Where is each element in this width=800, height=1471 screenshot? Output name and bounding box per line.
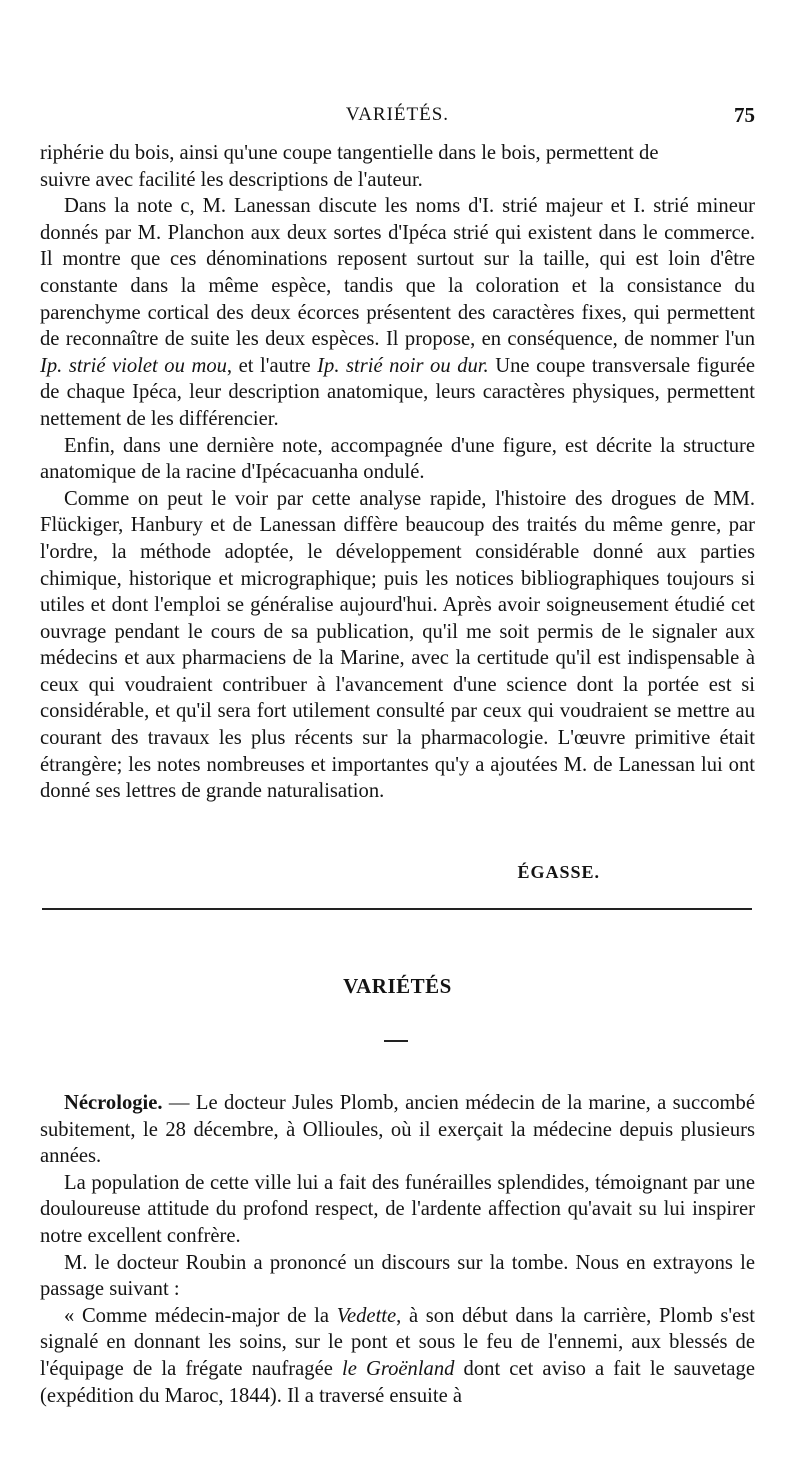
paragraph-continued-line1: riphérie du bois, ainsi qu'une coupe tangentielle dans le bois, permettent de — [40, 142, 659, 164]
necrology-text-body: — Le docteur Jules Plomb, ancien médecin de la marine, a succombé subitement, le 28 décembre, à Ollioules, où il exerçait la médecine depuis plusieurs années. — [40, 1092, 755, 1168]
section-heading: VARIÉTÉS — [343, 974, 452, 998]
paragraph-note-c-text-2: , et l'autre — [226, 354, 318, 377]
paragraph-note-c-text: Dans la note c, M. Lanessan discute les noms d'I. strié majeur et I. strié mineur donnés par M. Planchon aux deux sortes d'Ipéca strié qui existent dans le commerce. Il montre que ces dénominations reposent surtout sur la taille, qui est loin d'être constante dans la même espèce, tandis que la coloration et la consistance du parenchyme cortical des deux écorces présentent des caractères fixes, qui permettent de reconnaître de suite les deux espèces. Il propose, en conséquence, de nommer l'un — [40, 195, 755, 351]
ship-name-groenland: le Groënland — [341, 1357, 455, 1380]
species-name-violet: Ip. strié violet ou mou — [40, 354, 227, 377]
quote-text: « Comme médecin-major de la — [64, 1304, 337, 1327]
necrology-text — [40, 1090, 755, 1409]
paragraph-necrology — [40, 1090, 755, 1170]
paragraph-speech: M. le docteur Roubin a prononcé un discours sur la tombe. Nous en extrayons le passage suivant : — [40, 1251, 755, 1301]
heading-dash — [384, 1040, 408, 1042]
paragraph-note-c-text-3: Une coupe transversale figurée de chaque Ipéca, leur description anatomique, leurs caractères physiques, permettent nettement de les différencier. — [40, 354, 756, 430]
running-title: VARIÉTÉS. — [345, 104, 450, 125]
page-number: 75 — [734, 103, 755, 127]
section-divider — [42, 908, 752, 910]
paragraph-conclusion: Comme on peut le voir par cette analyse rapide, l'histoire des drogues de MM. Flückiger, Hanbury et de Lanessan diffère beaucoup des traités du même genre, par l'ordre, la méthode adoptée, le développement considérable donné aux parties chimique, historique et micrographique; puis les notices bibliographiques toujours si utiles et dont l'emploi se généralise aujourd'hui. Après avoir soigneusement étudié cet ouvrage pendant le cours de sa publication, qu'il me soit permis de le signaler aux médecins et aux pharmaciens de la Marine, avec la certitude qu'il est indispensable à ceux qui voudraient contribuer à l'avancement d'une science dont la portée est si considérable, et qu'il sera fort utilement consulté par ceux qui voudraient se mettre au courant des travaux les plus récents sur la pharmacologie. L'œuvre primitive était étrangère; les notes nombreuses et importantes qu'y a ajoutées M. de Lanessan lui ont donné ses lettres de grande naturalisation. — [40, 487, 755, 803]
review-text — [40, 140, 755, 805]
quote-text-3: dont cet aviso a fait le sauvetage (expédition du Maroc, 1844). Il a traversé ensuite à — [40, 1357, 755, 1407]
paragraph-continued-line2: suivre avec facilité les descriptions de l'auteur. — [40, 168, 423, 191]
author-signature: ÉGASSE. — [517, 862, 600, 882]
paragraph-funeral: La population de cette ville lui a fait des funérailles splendides, témoignant par une douloureuse attitude du profond respect, de l'ardente affection qu'avait su lui inspirer notre excellent confrère. — [40, 1171, 755, 1247]
species-name-noir: Ip. strié noir ou dur. — [317, 354, 489, 377]
ship-name-vedette: Vedette — [336, 1304, 397, 1327]
paragraph-continued — [40, 140, 755, 193]
paragraph-note-c — [40, 193, 755, 432]
paragraph-quote — [40, 1303, 755, 1409]
running-header — [40, 100, 755, 130]
necrology-lead: Nécrologie. — [64, 1092, 163, 1114]
paragraph-last-note: Enfin, dans une dernière note, accompagnée d'une figure, est décrite la structure anatomique de la racine d'Ipécacuanha ondulé. — [40, 434, 755, 484]
quote-text-2: , à son début dans la carrière, Plomb s'est signalé en donnant les soins, sur le pont et sous le feu de l'ennemi, aux blessés de l'équipage de la frégate naufragée — [40, 1304, 756, 1380]
